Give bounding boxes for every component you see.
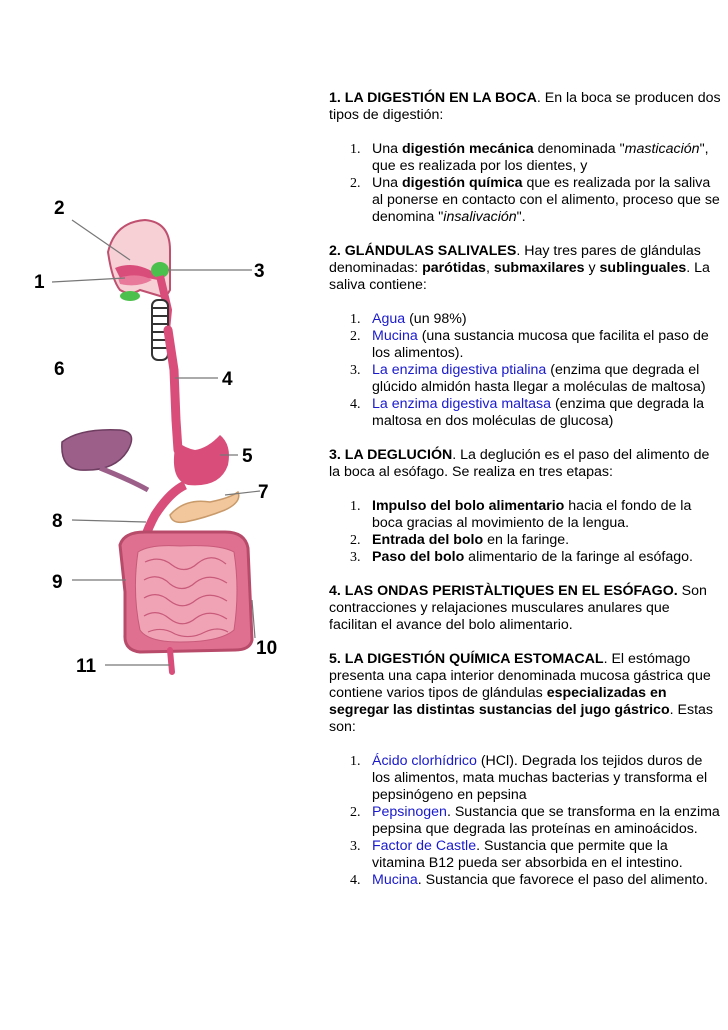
label-7: 7 [258, 482, 269, 503]
parotid-gland [151, 262, 169, 278]
section-5-intro: 5. LA DIGESTIÓN QUÍMICA ESTOMACAL. El estómago presenta una capa interior denominada mucosa gástrica que contiene varios tipos de glándulas especializadas en segregar las distintas sustancias del jugo gástrico. Estas son: [329, 651, 713, 735]
list-item: 2. Entrada del bolo en la faringe. [350, 532, 570, 548]
list-item: 1. Agua (un 98%) [350, 311, 467, 327]
document-text [329, 90, 721, 906]
esophagus [168, 330, 178, 450]
link-ptialina[interactable]: La enzima digestiva ptialina [372, 362, 547, 378]
label-3: 3 [254, 261, 265, 282]
section-2-intro: 2. GLÁNDULAS SALIVALES. Hay tres pares de glándulas denominadas: parótidas, submaxilares y sublinguales. La saliva contiene: [329, 243, 710, 293]
link-acido-clorhidrico[interactable]: Ácido clorhídrico [372, 753, 477, 769]
label-8: 8 [52, 511, 63, 532]
list-item: 4. Mucina. Sustancia que favorece el paso del alimento. [350, 872, 708, 888]
list-item: 1. Impulso del bolo alimentario hacia el fondo de la boca gracias al movimiento de la lengua. [350, 498, 692, 531]
rectum [170, 650, 172, 672]
stomach [174, 435, 229, 485]
link-mucina-2[interactable]: Mucina [372, 872, 418, 888]
section-2-list [329, 311, 721, 430]
link-mucina[interactable]: Mucina [372, 328, 418, 344]
list-item: 2. Una digestión química que es realizada por la saliva al ponerse en contacto con el alimento, proceso que se denomina "insalivación". [350, 175, 720, 225]
section-1-intro: 1. LA DIGESTIÓN EN LA BOCA. En la boca se producen dos tipos de digestión: [329, 90, 721, 123]
liver [62, 430, 132, 470]
section-3-list [329, 498, 721, 566]
label-11: 11 [76, 656, 97, 677]
section-3-title: 3. LA DEGLUCIÓN [329, 447, 453, 463]
section-1-title: 1. LA DIGESTIÓN EN LA BOCA [329, 90, 537, 106]
list-item: 2. Pepsinogen. Sustancia que se transforma en la enzima pepsina que degrada las proteínas en aminoácidos. [350, 804, 720, 837]
submaxillary-gland [120, 291, 140, 301]
link-factor-castle[interactable]: Factor de Castle [372, 838, 477, 854]
link-pepsinogen[interactable]: Pepsinogen [372, 804, 447, 820]
section-4-title: 4. LAS ONDAS PERISTÀLTIQUES EN EL ESÓFAGO. [329, 583, 678, 599]
list-item: 3. La enzima digestiva ptialina (enzima que degrada el glúcido almidón hasta llegar a moléculas de maltosa) [350, 362, 706, 395]
list-item: 3. Paso del bolo alimentario de la faringe al esófago. [350, 549, 693, 565]
pancreas [170, 492, 239, 522]
list-item: 1. Ácido clorhídrico (HCl). Degrada los tejidos duros de los alimentos, mata muchas bacterias y transforma el pepsinógeno en pepsina [350, 753, 708, 803]
section-1-list [329, 141, 721, 226]
section-4: 4. LAS ONDAS PERISTÀLTIQUES EN EL ESÓFAGO. Son contracciones y relajaciones musculares anulares que facilitan el avance del bolo alimentario. [329, 583, 707, 633]
link-agua[interactable]: Agua [372, 311, 406, 327]
label-2: 2 [54, 198, 65, 219]
link-maltasa[interactable]: La enzima digestiva maltasa [372, 396, 552, 412]
label-1: 1 [34, 272, 45, 293]
section-5-list [329, 753, 721, 889]
label-6: 6 [54, 359, 65, 380]
label-5: 5 [242, 446, 253, 467]
list-item: 3. Factor de Castle. Sustancia que permite que la vitamina B12 pueda ser absorbida en el intestino. [350, 838, 683, 871]
label-10: 10 [256, 638, 278, 659]
section-2-title: 2. GLÁNDULAS SALIVALES [329, 243, 517, 259]
bile-duct [100, 468, 148, 490]
section-5-title: 5. LA DIGESTIÓN QUÍMICA ESTOMACAL [329, 651, 604, 667]
list-item: 2. Mucina (una sustancia mucosa que facilita el paso de los alimentos). [350, 328, 709, 361]
label-9: 9 [52, 572, 63, 593]
digestive-system-diagram [20, 180, 320, 700]
list-item: 4. La enzima digestiva maltasa (enzima que degrada la maltosa en dos moléculas de glucosa) [350, 396, 705, 429]
label-4: 4 [222, 369, 233, 390]
section-3-intro: 3. LA DEGLUCIÓN. La deglución es el paso del alimento de la boca al esófago. Se realiza en tres etapas: [329, 447, 710, 480]
list-item: 1. Una digestión mecánica denominada "masticación", que es realizada por los dientes, y [350, 141, 709, 174]
